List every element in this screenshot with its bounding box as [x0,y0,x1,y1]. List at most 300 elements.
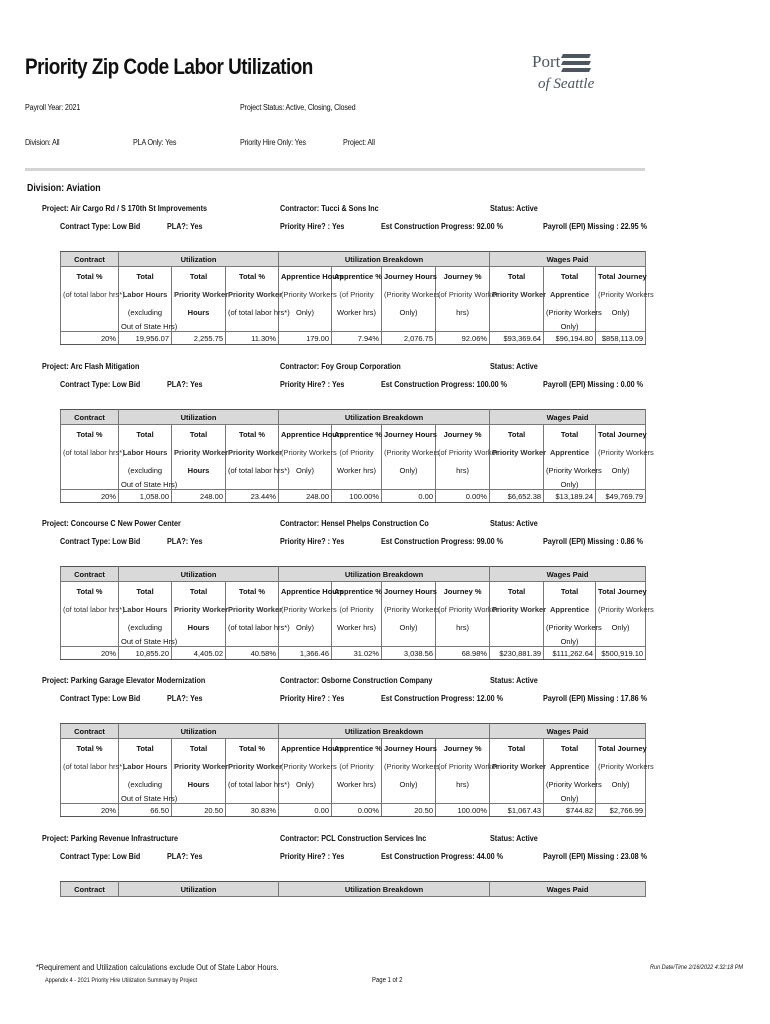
column-header-cell: (Priority Workers [279,285,332,303]
header-divider [25,168,645,171]
contractor-name: Contractor: PCL Construction Services Inc [280,834,427,843]
column-header-cell: (of Priority Worker [436,600,490,618]
column-header-cell: Apprentice [544,443,596,461]
column-header-cell: Total [490,739,544,758]
column-header-cell: Total Journey [596,739,646,758]
column-header-cell: Apprentice [544,757,596,775]
contract-group-header: Contract [61,724,119,739]
project-status: Status: Active [490,204,538,213]
column-header-cell: Hours [172,618,226,636]
column-header-cell [61,775,119,793]
column-header-cell: Only) [596,775,646,793]
column-header-cell [490,793,544,804]
run-date: Run Date/Time 2/16/2022 4:32:18 PM [650,964,744,971]
table-cell: $1,067.43 [490,804,544,817]
footnote: *Requirement and Utilization calculations exclude Out of State Labor Hours. [36,962,279,972]
column-header-cell [490,321,544,332]
column-header-cell: Priority Worker [226,285,279,303]
table-row [61,804,646,817]
table-cell: 1,058.00 [119,490,172,503]
column-header-cell [332,479,382,490]
column-header-cell: (of total labor hrs*) [61,600,119,618]
column-header-cell: Total Journey [596,267,646,286]
column-header-cell: Priority Worker [226,443,279,461]
column-header-cell: (Priority Workers [544,303,596,321]
project-name: Project: Parking Revenue Infrastructure [42,834,179,843]
priority-hire-value: Yes [332,694,345,703]
column-header-cell: (Priority Workers [279,600,332,618]
column-header-cell: Priority Worker [172,757,226,775]
column-header-cell: Labor Hours [119,443,172,461]
column-header-cell: Only) [279,303,332,321]
column-header-cell: Only) [544,793,596,804]
utilization-group-header: Utilization [119,882,279,897]
column-header-cell [436,321,490,332]
column-header-cell [436,479,490,490]
column-header-cell: Hours [172,303,226,321]
project-name: Project: Air Cargo Rd / S 170th St Improvements [42,204,207,213]
table-cell: 20% [61,647,119,660]
priority-hire-value: Yes [332,222,345,231]
column-header-cell: (Priority Workers [279,757,332,775]
column-header-cell: Total [119,739,172,758]
payroll-missing: Payroll (EPI) Missing : 0.00 % [543,380,644,389]
column-header-cell: Hours [172,461,226,479]
table-cell: 1,366.46 [279,647,332,660]
column-header-cell [226,321,279,332]
contract-type: Contract Type: Low Bid [60,380,141,389]
table-cell: 20% [61,490,119,503]
table-cell: $49,769.79 [596,490,646,503]
logo-stripes-icon [562,54,590,75]
table-cell: 248.00 [172,490,226,503]
column-header-cell: Total [490,425,544,444]
column-header-cell: Labor Hours [119,757,172,775]
column-header-cell [490,775,544,793]
column-header-cell [382,479,436,490]
column-header-cell: Total Journey [596,425,646,444]
column-header-cell: (of total labor hrs*) [61,757,119,775]
table-cell: $500,919.10 [596,647,646,660]
column-header-cell: Total [172,425,226,444]
contractor-name: Contractor: Osborne Construction Company [280,676,433,685]
column-header-cell [382,636,436,647]
table-cell: 0.00 [382,490,436,503]
utilization-table [60,251,654,345]
column-header-cell [332,793,382,804]
column-header-cell: (of total labor hrs*) [226,303,279,321]
column-header-cell: Out of State Hrs) [119,636,172,647]
utilization-group-header: Utilization [119,567,279,582]
table-cell: $744.82 [544,804,596,817]
utilization-group-header: Utilization [119,410,279,425]
project-status: Status: Active [490,834,538,843]
column-header-cell: Worker hrs) [332,303,382,321]
column-header-cell: Apprentice Hours [279,267,332,286]
column-header-cell: (of total labor hrs*) [226,461,279,479]
table-cell: 20% [61,804,119,817]
column-header-cell [61,303,119,321]
breakdown-group-header: Utilization Breakdown [279,252,490,267]
column-header-cell [172,793,226,804]
table-cell: 2,255.75 [172,332,226,345]
column-header-cell: Priority Worker [490,285,544,303]
column-header-cell: Priority Worker [172,443,226,461]
column-header-cell: Total [544,739,596,758]
utilization-table [60,409,654,503]
column-header-cell: hrs) [436,303,490,321]
column-header-cell: Only) [544,321,596,332]
column-header-cell: Only) [596,303,646,321]
column-header-cell: Total % [61,582,119,601]
column-header-cell: Total [544,582,596,601]
column-header-cell: Only) [544,479,596,490]
column-header-cell: (excluding [119,618,172,636]
column-header-cell: Only) [596,618,646,636]
column-header-cell: Only) [544,636,596,647]
table-cell: $93,369.64 [490,332,544,345]
table-cell: 2,076.75 [382,332,436,345]
pla-flag: PLA?: Yes [167,694,203,703]
column-header-cell: Total [119,582,172,601]
table-cell: $2,766.99 [596,804,646,817]
column-header-cell [596,636,646,647]
priority-hire-value: Yes [332,380,345,389]
column-header-cell: (of Priority [332,285,382,303]
table-row [61,647,646,660]
column-header-cell: (Priority Workers [382,285,436,303]
column-header-cell: Priority Worker [490,757,544,775]
column-header-cell: Only) [279,775,332,793]
column-header-cell: Apprentice % [332,582,382,601]
column-header-cell: (Priority Workers [382,757,436,775]
table-cell: $230,881.39 [490,647,544,660]
column-header-cell: Journey % [436,425,490,444]
table-cell: 19,956.07 [119,332,172,345]
column-header-cell [226,793,279,804]
column-header-cell: (Priority Workers [382,443,436,461]
column-header-cell: Out of State Hrs) [119,321,172,332]
column-header-cell: Journey % [436,267,490,286]
column-header-cell [61,321,119,332]
column-header-cell: Journey % [436,582,490,601]
column-header-cell: (Priority Workers [596,757,646,775]
contract-type: Contract Type: Low Bid [60,694,141,703]
appendix-label: Appendix 4 - 2021 Priority Hire Utilization Summary by Project [45,977,198,984]
utilization-table [60,881,646,897]
payroll-year: Payroll Year: 2021 [25,103,81,112]
column-header-cell: Total [490,582,544,601]
column-header-cell: Total % [226,267,279,286]
column-header-cell: Total Journey [596,582,646,601]
table-cell: 11.30% [226,332,279,345]
column-header-cell: Priority Worker [226,600,279,618]
column-header-cell: Worker hrs) [332,775,382,793]
table-cell: 20% [61,332,119,345]
column-header-cell: Out of State Hrs) [119,479,172,490]
column-header-cell: Total [544,267,596,286]
project-name: Project: Arc Flash Mitigation [42,362,140,371]
breakdown-group-header: Utilization Breakdown [279,882,490,897]
column-header-cell: Total [119,267,172,286]
column-header-cell: (of Priority Worker [436,757,490,775]
column-header-cell [172,636,226,647]
priority-hire-label: Priority Hire? : [280,380,331,389]
column-header-cell [226,479,279,490]
report-title: Priority Zip Code Labor Utilization [25,54,313,79]
column-header-cell: Total [172,739,226,758]
column-header-cell: Total % [61,267,119,286]
column-header-cell: (Priority Workers [596,600,646,618]
table-cell: $858,113.09 [596,332,646,345]
table-cell: 248.00 [279,490,332,503]
column-header-cell: Total [172,267,226,286]
logo-text-port: Port [532,52,561,71]
table-cell: $96,194.80 [544,332,596,345]
table-cell: 3,038.56 [382,647,436,660]
column-header-cell: Total % [61,739,119,758]
column-header-cell: Total % [226,739,279,758]
column-header-cell: Labor Hours [119,285,172,303]
project-filter: Project: All [343,138,375,147]
contract-group-header: Contract [61,567,119,582]
column-header-cell [279,793,332,804]
table-cell: 179.00 [279,332,332,345]
table-cell: 0.00% [436,490,490,503]
utilization-group-header: Utilization [119,252,279,267]
pla-only-filter: PLA Only: Yes [133,138,177,147]
table-cell: 100.00% [332,490,382,503]
column-header-cell [490,636,544,647]
est-construction-progress: Est Construction Progress: 44.00 % [381,852,504,861]
column-header-cell [490,618,544,636]
table-cell: 0.00 [279,804,332,817]
column-header-cell [172,321,226,332]
table-cell: 20.50 [172,804,226,817]
table-cell: 20.50 [382,804,436,817]
table-cell: 30.83% [226,804,279,817]
column-header-cell: Journey Hours [382,739,436,758]
column-header-cell: Out of State Hrs) [119,793,172,804]
column-header-cell: (of Priority [332,757,382,775]
contractor-name: Contractor: Hensel Phelps Construction Co [280,519,429,528]
table-cell: 31.02% [332,647,382,660]
wages-group-header: Wages Paid [490,724,646,739]
project-status: Status: Active [490,362,538,371]
column-header-cell [279,636,332,647]
column-header-cell: Priority Worker [490,443,544,461]
column-header-cell [61,618,119,636]
column-header-cell [279,321,332,332]
column-header-cell [382,793,436,804]
column-header-cell: Total [490,267,544,286]
table-row [61,332,646,345]
contract-type: Contract Type: Low Bid [60,852,141,861]
column-header-cell: Priority Worker [172,285,226,303]
project-status-filter: Project Status: Active, Closing, Closed [240,103,356,112]
wages-group-header: Wages Paid [490,410,646,425]
column-header-cell: Total [172,582,226,601]
table-cell: $111,262.64 [544,647,596,660]
project-status: Status: Active [490,519,538,528]
priority-hire-value: Yes [332,852,345,861]
column-header-cell: (of total labor hrs*) [61,443,119,461]
column-header-cell: Apprentice % [332,267,382,286]
table-cell: 23.44% [226,490,279,503]
column-header-cell: Worker hrs) [332,461,382,479]
column-header-cell: Only) [382,775,436,793]
priority-hire-label: Priority Hire? : [280,852,331,861]
project-status: Status: Active [490,676,538,685]
column-header-cell: Priority Worker [226,757,279,775]
column-header-cell: Apprentice % [332,739,382,758]
column-header-cell: Only) [279,618,332,636]
column-header-cell: (excluding [119,461,172,479]
column-header-cell: Total [119,425,172,444]
column-header-cell [382,321,436,332]
column-header-cell: Journey Hours [382,582,436,601]
column-header-cell: (of total labor hrs*) [226,618,279,636]
priority-hire-label: Priority Hire? : [280,537,331,546]
project-name: Project: Concourse C New Power Center [42,519,181,528]
column-header-cell: Worker hrs) [332,618,382,636]
column-header-cell: (excluding [119,303,172,321]
division-heading: Division: Aviation [27,183,101,194]
column-header-cell [490,479,544,490]
payroll-missing: Payroll (EPI) Missing : 22.95 % [543,222,648,231]
pla-flag: PLA?: Yes [167,852,203,861]
column-header-cell: Apprentice Hours [279,425,332,444]
column-header-cell: (of Priority [332,443,382,461]
column-header-cell [61,793,119,804]
column-header-cell: Apprentice Hours [279,582,332,601]
column-header-cell [596,793,646,804]
column-header-cell: (of Priority [332,600,382,618]
column-header-cell: (of total labor hrs*) [226,775,279,793]
column-header-cell [226,636,279,647]
contractor-name: Contractor: Tucci & Sons Inc [280,204,379,213]
contract-group-header: Contract [61,882,119,897]
column-header-cell [436,636,490,647]
column-header-cell: Only) [596,461,646,479]
column-header-cell [596,479,646,490]
column-header-cell [490,461,544,479]
logo-text-of-seattle: of Seattle [538,76,595,92]
column-header-cell: Apprentice [544,285,596,303]
contractor-name: Contractor: Foy Group Corporation [280,362,401,371]
payroll-missing: Payroll (EPI) Missing : 17.86 % [543,694,648,703]
column-header-cell [61,636,119,647]
breakdown-group-header: Utilization Breakdown [279,567,490,582]
contract-type: Contract Type: Low Bid [60,537,141,546]
column-header-cell [172,479,226,490]
column-header-cell [61,479,119,490]
contract-type: Contract Type: Low Bid [60,222,141,231]
payroll-missing: Payroll (EPI) Missing : 0.86 % [543,537,644,546]
column-header-cell: Journey Hours [382,267,436,286]
table-cell: 7.94% [332,332,382,345]
column-header-cell: Total % [226,425,279,444]
column-header-cell: (of Priority Worker [436,443,490,461]
table-cell: 40.58% [226,647,279,660]
column-header-cell: Priority Worker [490,600,544,618]
column-header-cell: Apprentice Hours [279,739,332,758]
table-cell: 92.06% [436,332,490,345]
breakdown-group-header: Utilization Breakdown [279,410,490,425]
column-header-cell [332,636,382,647]
table-cell: 4,405.02 [172,647,226,660]
est-construction-progress: Est Construction Progress: 99.00 % [381,537,504,546]
table-cell: 100.00% [436,804,490,817]
column-header-cell: (Priority Workers [544,461,596,479]
wages-group-header: Wages Paid [490,567,646,582]
table-cell: 10,855.20 [119,647,172,660]
utilization-table [60,566,654,660]
priority-hire-label: Priority Hire? : [280,694,331,703]
breakdown-group-header: Utilization Breakdown [279,724,490,739]
column-header-cell: Only) [382,618,436,636]
column-header-cell: (Priority Workers [279,443,332,461]
utilization-table [60,723,654,817]
column-header-cell: (Priority Workers [544,618,596,636]
priority-hire-only-filter: Priority Hire Only: Yes [240,138,306,147]
utilization-group-header: Utilization [119,724,279,739]
column-header-cell [61,461,119,479]
priority-hire-value: Yes [332,537,345,546]
payroll-missing: Payroll (EPI) Missing : 23.08 % [543,852,648,861]
column-header-cell: hrs) [436,618,490,636]
column-header-cell [490,303,544,321]
table-cell: 0.00% [332,804,382,817]
column-header-cell: Total [544,425,596,444]
column-header-cell: Priority Worker [172,600,226,618]
table-cell: 68.98% [436,647,490,660]
pla-flag: PLA?: Yes [167,537,203,546]
column-header-cell: Journey % [436,739,490,758]
column-header-cell: (of total labor hrs*) [61,285,119,303]
column-header-cell: Only) [279,461,332,479]
column-header-cell: (Priority Workers [382,600,436,618]
column-header-cell: Apprentice [544,600,596,618]
column-header-cell [596,321,646,332]
est-construction-progress: Est Construction Progress: 100.00 % [381,380,508,389]
table-cell: $6,652.38 [490,490,544,503]
contract-group-header: Contract [61,252,119,267]
table-cell: $13,189.24 [544,490,596,503]
column-header-cell [279,479,332,490]
column-header-cell: (Priority Workers [596,285,646,303]
pla-flag: PLA?: Yes [167,380,203,389]
project-name: Project: Parking Garage Elevator Modernization [42,676,206,685]
contract-group-header: Contract [61,410,119,425]
division-filter: Division: All [25,138,60,147]
column-header-cell: Journey Hours [382,425,436,444]
column-header-cell: (Priority Workers [544,775,596,793]
est-construction-progress: Est Construction Progress: 12.00 % [381,694,504,703]
column-header-cell: (excluding [119,775,172,793]
column-header-cell: Total % [61,425,119,444]
column-header-cell: hrs) [436,775,490,793]
port-of-seattle-logo [530,50,600,98]
column-header-cell: (Priority Workers [596,443,646,461]
column-header-cell [436,793,490,804]
est-construction-progress: Est Construction Progress: 92.00 % [381,222,504,231]
priority-hire-label: Priority Hire? : [280,222,331,231]
column-header-cell: Labor Hours [119,600,172,618]
column-header-cell: Only) [382,303,436,321]
pla-flag: PLA?: Yes [167,222,203,231]
table-row [61,490,646,503]
